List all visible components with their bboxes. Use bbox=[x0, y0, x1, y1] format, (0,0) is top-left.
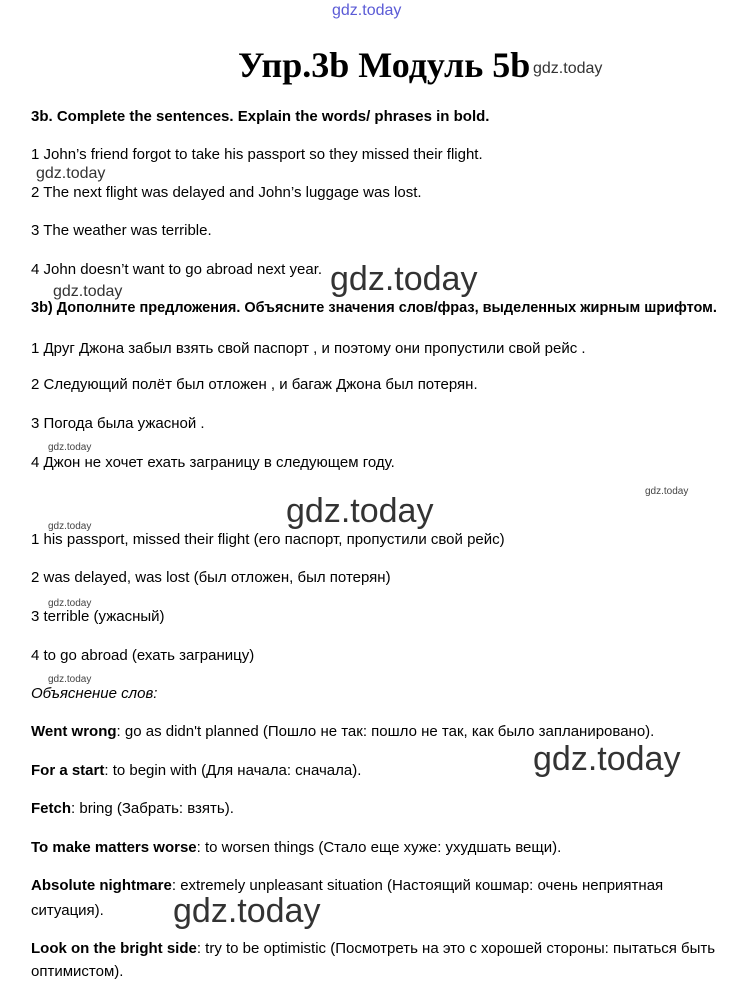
explanation-6 bbox=[31, 940, 715, 957]
explanation-5 bbox=[31, 877, 663, 894]
watermark-large-1: gdz.today bbox=[330, 260, 478, 298]
en-sentence-3: 3 The weather was terrible. bbox=[31, 222, 212, 239]
watermark-small-3: gdz.today bbox=[48, 521, 92, 532]
page-title: Упр.3b Модуль 5b bbox=[238, 45, 531, 85]
explanation-text: : bring (Забрать: взять). bbox=[71, 800, 234, 817]
watermark-large-4: gdz.today bbox=[173, 892, 321, 930]
explanation-4 bbox=[31, 839, 561, 856]
en-sentence-4: 4 John doesn’t want to go abroad next year. bbox=[31, 261, 323, 278]
explanation-text: : try to be optimistic (Посмотреть на это с хорошей стороны: пытаться быть bbox=[196, 940, 716, 957]
en-sentence-2: 2 The next flight was delayed and John’s luggage was lost. bbox=[31, 184, 422, 201]
watermark-1: gdz.today bbox=[36, 165, 106, 182]
explanation-text: : go as didn't planned (Пошло не так: пошло не так, как было запланировано). bbox=[116, 723, 655, 740]
explanation-term: Went wrong bbox=[31, 723, 117, 740]
explanation-term: Look on the bright side bbox=[31, 940, 197, 957]
explanation-5-cont: ситуация). bbox=[31, 902, 104, 919]
watermark-small-4: gdz.today bbox=[48, 598, 92, 609]
ru-sentence-3: 3 Погода была ужасной . bbox=[31, 415, 205, 432]
watermark-small-2: gdz.today bbox=[645, 486, 689, 497]
explanation-2 bbox=[31, 762, 361, 779]
explanation-text: : to begin with (Для начала: сначала). bbox=[104, 762, 362, 779]
en-heading: 3b. Complete the sentences. Explain the words/ phrases in bold. bbox=[31, 108, 490, 125]
watermark-small-5: gdz.today bbox=[48, 674, 92, 685]
explanation-term: To make matters worse bbox=[31, 839, 197, 856]
explanation-term: Fetch bbox=[31, 800, 72, 817]
en-sentence-1: 1 John’s friend forgot to take his passport so they missed their flight. bbox=[31, 146, 483, 163]
explanation-term: For a start bbox=[31, 762, 105, 779]
explanation-1 bbox=[31, 723, 654, 740]
watermark-large-3: gdz.today bbox=[533, 740, 681, 778]
watermark-small-1: gdz.today bbox=[48, 442, 92, 453]
watermark-title: gdz.today bbox=[533, 60, 603, 77]
answer-2: 2 was delayed, was lost (был отложен, был потерян) bbox=[31, 569, 391, 586]
ru-sentence-2: 2 Следующий полёт был отложен , и багаж Джона был потерян. bbox=[31, 376, 478, 393]
ru-heading: 3b) Дополните предложения. Объясните значения слов/фраз, выделенных жирным шрифтом. bbox=[31, 300, 717, 316]
explanation-term: Absolute nightmare bbox=[31, 877, 172, 894]
watermark-2: gdz.today bbox=[53, 283, 123, 300]
explanation-text: : to worsen things (Стало еще хуже: ухудшать вещи). bbox=[196, 839, 562, 856]
answer-4: 4 to go abroad (ехать заграницу) bbox=[31, 647, 255, 664]
watermark-top: gdz.today bbox=[332, 2, 402, 19]
explanation-heading: Объяснение слов: bbox=[31, 685, 158, 702]
answer-3: 3 terrible (ужасный) bbox=[31, 608, 165, 625]
explanation-6-cont: оптимистом). bbox=[31, 963, 124, 980]
watermark-large-2: gdz.today bbox=[286, 492, 434, 530]
explanation-3 bbox=[31, 800, 234, 817]
explanation-text: : extremely unpleasant situation (Настоящий кошмар: очень неприятная bbox=[171, 877, 664, 894]
answer-1: 1 his passport, missed their flight (его паспорт, пропустили свой рейс) bbox=[31, 531, 505, 548]
ru-sentence-1: 1 Друг Джона забыл взять свой паспорт , и поэтому они пропустили свой рейс . bbox=[31, 340, 586, 357]
ru-sentence-4: 4 Джон не хочет ехать заграницу в следующем году. bbox=[31, 454, 395, 471]
